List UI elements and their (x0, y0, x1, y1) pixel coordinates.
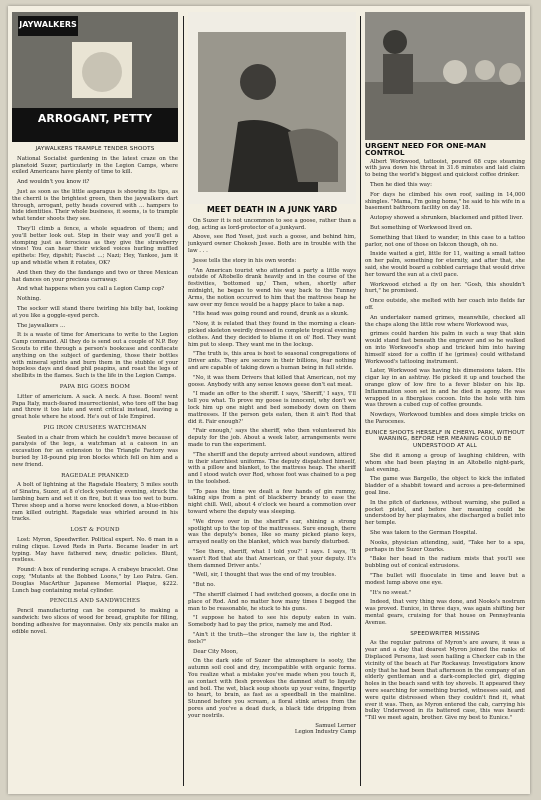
column-rule (360, 16, 361, 786)
article-paragraph: And wouldn't you know it? (17, 179, 90, 186)
right-column (365, 12, 525, 788)
junkyard-illustration (188, 12, 356, 204)
section-text: Pencil manufacturing can be compared to making a sandwich: two slices of wood for bread, graphite for filling, bonding adhesive for mayonnaise. Only six pencils make an edible novel. (12, 608, 178, 635)
right-body-3 (365, 640, 525, 722)
article-paragraph: Something that liked to wander, in this case to a tattoo parlor, not one of those on Iskcon though, oh no. (365, 234, 525, 248)
article-paragraph: As the regular patrons of Myron's are aware, it was a year and a day that dearest Myron joined the ranks of Displaced Persons, last seen hailing a Checker cab in the vicinity of the beach at Far Rockaway. Investigators know only that he had been that afternoon in the company of an elderly gentleman and a dark-complected girl, digging holes in the beach sand with toy shovels. It appeared they were searching for something buried, witnesses said, and were quite distressed when they couldn't find it, what ever it was. Then, as Myron entered the cab, carrying his bulky Underwood in its battered case, this was heard: "Till we meet again, brother. Give my best to Eunice." (365, 640, 525, 722)
article-paragraph: In the pitch of darkness, without warning, she pulled a pocket pistol, and before her meaning could be understood by her playmates, she discharged a bullet into her temple. (365, 499, 525, 527)
article-paragraph: For days he climbed his own roof, sailing in 14,000 shingles. "Mama, I'm going home," he said to his wife in a basement bathroom facility on day 18. (365, 191, 525, 212)
article-paragraph: "I made an offer to the sheriff. I says, 'Sheriff,' I says, 'I'll tell you what. To prove my goose is innocent, why don't we lock him up one night and bed somebody down on them mattresses. If the person gets eaten, then it ain't Rod that did it. Fair enough?' (188, 391, 356, 425)
article-paragraph: Later, Workwood was having his dimensions taken. His cigar lay in an ashtray. He picked it up and touched the orange glow of low fire to a fever blister on his lip. Inflammation soon set in and he died in agony. He was wrapped in a fiberglass cocoon. Into the hole with him was thrown a cubed cup of coffee grounds. (365, 368, 525, 409)
article-paragraph: "Ain't it the truth—the stronger the law is, the righter it feels?" (188, 632, 356, 645)
article-paragraph: The socker will stand there twirling his billy bat, looking at you like a goggle-eyed perch. (12, 305, 178, 319)
article-paragraph: Indeed, that very thing was done, and Nooks's nostrum was proved. Eunice, in three days, was again shifting her mental gears, cruising for that house on Pennsylvania Avenue. (365, 599, 525, 626)
left-column (12, 12, 178, 788)
headline-junk-yard: MEET DEATH IN A JUNK YARD (206, 205, 338, 214)
section-heading: PIG IRON CRUSHES WATCHMAN (43, 424, 147, 431)
pottery-illustration (365, 12, 525, 140)
signature-block (188, 723, 356, 737)
article-paragraph: "To pass the time we dealt a few hands of gin rummy, taking sips from a pint of blackberry brandy to ease the night chill. Well, about 4 o'clock we heard a commotion over toward where the deputy was sleeping. (188, 488, 356, 516)
article-paragraph: "I suppose he hated to see his deputy eaten in vain. Somebody had to pay the price, namely me and Rod. (188, 615, 356, 629)
article-paragraph: "Fair enough,' says the sheriff, who then volunteered his deputy for the job. About a week later, arrangements were made to run the experiment. (188, 428, 356, 448)
left-sections (12, 384, 178, 636)
article-paragraph: Jesse tells the story in his own words: (193, 257, 297, 264)
article-paragraph: "His head was going round and round, drunk as a skunk. (193, 311, 349, 318)
article-paragraph: Once outside, she melted with her coach into fields far off. (365, 298, 525, 311)
headline-one-man-control: URGENT NEED FOR ONE-MAN CONTROL (365, 141, 487, 157)
section-heading: PENCILS AND SANDWICHES (49, 598, 141, 605)
section-text: Litter of americium. A sack. A neck. A fuse. Boom! went Papa Italy, much-feared insurrectionist, who tore off the bag and threw it too late and went critical instead, leaving a great hole where he stood. He's out of Isle Empired. (12, 393, 178, 421)
article-paragraph: "But no. (193, 582, 216, 589)
article-paragraph: "The sheriff and the deputy arrived about sundown, attired in their starchiest uniforms. The deputy dispatched himself, with a pillow and blanket, to the mattress heap. The sheriff and I stood watch over Rod, whose foot was chained to a peg in the toolshed. (188, 451, 356, 485)
middle-body (188, 218, 356, 720)
signature-name: Samuel Lerner (315, 722, 356, 729)
article-paragraph: Nooks, physician attending, said, "Take her to a spa, perhaps in the Suzer Ozarks. (365, 539, 525, 553)
subhead-jaywalkers: JAYWALKERS TRAMPLE TENDER SHOOTS (35, 146, 155, 152)
article-paragraph: And then they do the fandango and two or three Mexican hat dances on your precious carraway. (12, 269, 178, 283)
right-body (365, 159, 525, 426)
article-paragraph: And what happens when you call a Legion Camp cop? (17, 286, 165, 293)
newspaper-page (8, 6, 530, 794)
subhead-eunice: EUNICE SHOOTS HERSELF IN CHERYL PARK, WITHOUT WARNING, BEFORE HER MEANING COULD BE UNDERSTOOD AT ALL (365, 429, 525, 450)
article-paragraph: "Now, it is related that they found in the morning a clean-picked skeleton weirdly dressed in complete tropical evening clothes. And they decided to blame it on ol' Rod. They want him put to sleep. They want me in the lockup. (188, 321, 356, 348)
article-paragraph: The jaywalkers ... (17, 322, 66, 329)
section-text: Found: A box of rendering scraps. A crabeye bracelet. One copy, "Mutants at the Bobbed Loons," by Leo Patra. Gen. Douglas MacArthur Japanese Memorial Plaque, $222. Lunch bag containing metal cylinder. (12, 567, 178, 594)
section-heading: RAGEDALE PRANKED (61, 472, 129, 479)
article-paragraph: "The truth is, this area is host to seasonal congregations of Driver ants. They are secure in their billions, fear nothing and are capable of taking down a human being in full stride. (188, 351, 356, 371)
section-text: Lost: Myron, Speedwriter. Political expert. No. 6 man in a ruling clique. Loved Reds in Paris. Became leader in art typing. May have fathered new, drastic policies. Blunt, restless. (12, 537, 178, 564)
section-heading: LOST & FOUND (70, 527, 120, 534)
article-paragraph: "Bake her head in the radium mists that you'll see bubbling out of conical extrusions. (365, 556, 525, 570)
article-paragraph: She was taken to the German Hospital. (370, 530, 478, 537)
article-paragraph: grimes could harden his palm in such a way that skin would stand fast beneath the engraver and so he walked on into Workwood's shop and tricked him into having himself sized for a coffin if he (grimes) could withstand Workwood's tattooing instrument. (365, 331, 525, 365)
junkyard-photo (188, 12, 356, 204)
article-paragraph: Albert Workwood, tattooist, poured 68 cups steaming with java down his throat in 31.6 minutes and laid claim to being the world's biggest and quickest coffee drinker. (365, 158, 525, 179)
article-paragraph: "The bullet will fluoculate in time and leave but a modest lump above one eye. (365, 573, 525, 586)
article-paragraph: "See there, sheriff, what I told you?' I says. I says, 'It wasn't Rod that ate that American, or that your deputy. It's them damned Driver ants.' (188, 549, 356, 569)
article-paragraph: Nowdays, Workwood tumbles and does simple tricks on the Parocenes. (365, 412, 525, 425)
article-paragraph: "Well, sir, I thought that was the end of my troubles. (193, 572, 337, 579)
middle-column (188, 12, 356, 788)
signature-title: Legion Industry Camp (294, 729, 356, 736)
article-paragraph: She did it among a group of laughing children, with whom she had been playing in an Altobello night-park, last evening. (365, 453, 525, 473)
article-paragraph: They'll climb a fence, a whole squadron of them; and you'll better look out. Step in their way and you'll get a stomping just as ferocious as they give the strawberry vines! You can hear their wicked voices hurling muffled epithets: Hey, dipshit; Fascist ...; Nazi; Hey, Yankee, jam it up and whistle when it rotates, OK? (12, 225, 178, 266)
article-paragraph: "The sheriff claimed I had switched gooses, a docile one in place of Rod. And no matter how many times I begged the man to be reasonable, he stuck to his guns. (188, 592, 356, 612)
jaywalkers-banner: JAYWALKERS (19, 20, 77, 29)
article-paragraph: Nothing. (17, 296, 41, 303)
article-paragraph: On Suzer it is not uncommon to see a goose, rather than a dog, acting as lord-protector of a junkyard. (188, 217, 356, 231)
article-paragraph: National Socialist gardening in the latest craze on the planetoid Suzer, particularly in the Legion Camps, where exiled Americans have plenty of time to kill. (12, 155, 178, 176)
headline-arrogant-petty: ARROGANT, PETTY (37, 112, 153, 125)
article-paragraph: Inside waited a girl, little for 11, waiting a small tattoo on her palm, something for eternity, and after that, she said, she would board a cobbled carriage that would drive her toward the sun at a civil pace. (365, 251, 525, 278)
article-paragraph: But something of Workwood lived on. (370, 224, 473, 231)
article-paragraph: Dear City Moon, (193, 648, 238, 655)
column-rule (183, 16, 184, 786)
article-paragraph: It is a waste of time for Americans to write to the Legion Camp command. All they do is send out a couple of N.P. Boy Scouts to rifle through a person's bookcase and confiscate anything on the subject of gardening, those their bottles with mineral spirits and burn them in the stubble of your hopeless days and dead phil peapins, and roast the legs of shellbits in the flames. Such is the life in the Legion Camps. (12, 332, 178, 380)
section-text: A bolt of lightning at the Ragsdale Heatery, 5 miles south of Sinatra, Suzer, at 8 o'clock yesterday evening, struck the lambing barn and set it on fire, but it was too wet to burn. Three sheep and a horse were knocked down, a blue-ribbon ram killed outright. Ragsdale was whirled around in his tracks. (12, 482, 178, 523)
right-body-2 (365, 453, 525, 627)
article-paragraph: On the dark side of Suzer the atmosphere is sooty, the autumn soil cool and dry, incompatible with organic forms. You realize what a mistake you've made when you touch it, as contact with flesh provokes the damned stuff to liquefy and boil. The wet, black soup shoots up your veins, fingertip to heart, to brain, as fast as a speedball in the mainline. Stunned before you scream, a floral stink arises from the pores and you've a dead duck, a black tide dripping from your nostrils. (188, 658, 356, 719)
article-paragraph: "It's no sweat." (370, 589, 412, 596)
article-paragraph: An undertaker named grimes, meanwhile, checked all the chaps along the little row where Workwood was, (365, 314, 525, 328)
article-paragraph: Then he died this way: (370, 181, 432, 188)
article-paragraph: Workwood etched a fly on her. "Gosh, this shouldn't hurt," he promised. (365, 281, 525, 295)
section-text: Seated in a chair from which he couldn't move because of paralysis of the legs, a watchman at a caisson in an excavation for an extension to the Triangle Factory was buried by 18-pound pig iron blocks which fell on him and a new friend. (12, 434, 178, 468)
article-paragraph: Autopsy showed a shrunken, blackened and pitted liver. (370, 215, 524, 222)
pottery-photo (365, 12, 525, 140)
article-paragraph: Just as soon as the little asparagus is showing its tips, as the cherril is the brightest green, then the jaywalkers dart through, arrogant, petty heads covered with ... hampers to hide identities. Their whole business, it seems, is to trample what tender shoots they see. (12, 188, 178, 223)
jaywalkers-photo (12, 12, 178, 142)
article-paragraph: "An American tourist who attended a party a little ways outside of Altobello drank heavily and in the course of the festivities, 'bottomed up,' Then, when, shortly after midnight, he began to wend his way back to the Tunney Arms, the notion occurred to him that the mattress heap he saw over my fence would be a happy place to take a nap. (188, 267, 356, 308)
article-paragraph: "We drove over in the sheriff's car, shining a strong spotlight up to the top of the mattresses. Sure enough, there was the deputy's bones, like so many picked piano keys, arrayed neatly on the blanket, which was barely disturbed. (188, 518, 356, 546)
article-paragraph: "No, it was them Drivers that killed that American, not my goose. Anybody with any sense knows geese don't eat meat. (188, 374, 356, 388)
article-paragraph: Above, see Rod Yeset, just such a goose, and behind him, junkyard owner Chokosh Jesse. Both are in trouble with the law . . . (188, 234, 356, 254)
article-paragraph: The game was Bargello, the object to kick the inflated bladder of a shabbit toward and across a pre-determined goal line. (365, 476, 525, 497)
left-body (12, 156, 178, 380)
subhead-speedwriter: SPEEDWRITER MISSING (410, 630, 480, 637)
section-heading: PAPA BIG GOES BOOM (59, 383, 131, 390)
